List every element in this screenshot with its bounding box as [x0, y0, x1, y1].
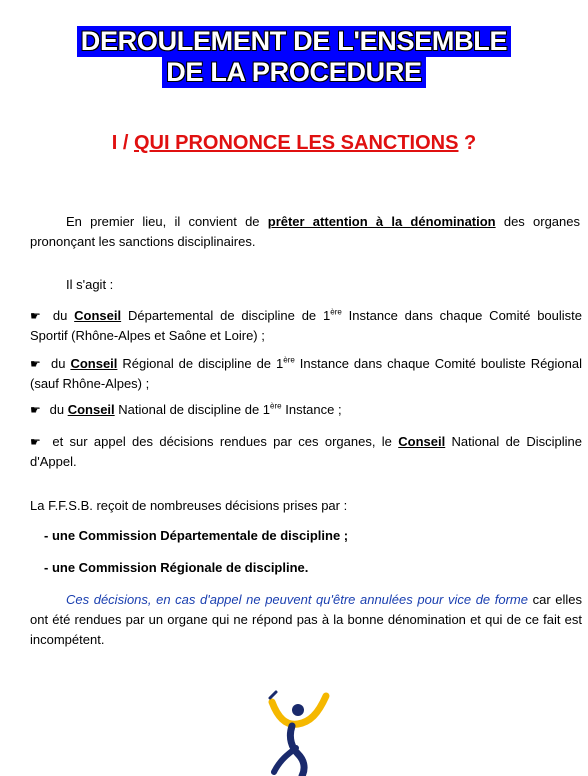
- final-italic: Ces décisions, en cas d'appel ne peuvent qu'être annulées pour vice de forme: [66, 592, 528, 607]
- item-mid: Départemental de discipline de 1: [121, 308, 331, 323]
- ffsb-paragraph: La F.F.S.B. reçoit de nombreuses décisions prises par :: [30, 498, 348, 513]
- pointing-hand-icon: ☛: [30, 357, 41, 371]
- final-paragraph: [30, 590, 582, 650]
- item-sup: ère: [330, 307, 342, 317]
- title-line-1: DEROULEMENT DE L'ENSEMBLE: [77, 26, 511, 57]
- section-heading-suffix: ?: [458, 132, 477, 154]
- pointing-hand-icon: ☛: [30, 435, 41, 449]
- pointing-hand-icon: ☛: [30, 403, 41, 417]
- section-heading: [0, 132, 588, 155]
- intro-emphasis: prêter attention à la dénomination: [267, 214, 496, 229]
- list-item: [30, 306, 582, 346]
- item-mid: National de discipline de 1: [114, 402, 271, 417]
- section-heading-text: QUI PRONONCE LES SANCTIONS: [133, 132, 459, 154]
- item-conseil: Conseil: [67, 402, 115, 417]
- item-tail: Instance dans chaque Comité bouliste Régional (sauf Rhône-Alpes) ;: [30, 356, 583, 391]
- commission-regionale: - une Commission Régionale de discipline.: [44, 560, 309, 575]
- final-rest: car elles ont été rendues par un organe qui ne répond pas à la bonne dénomination et qui de ce fait est incompétent.: [30, 592, 582, 647]
- intro-after: des organes prononçant les sanctions disciplinaires.: [30, 214, 580, 249]
- item-tail: Instance dans chaque Comité bouliste Sportif (Rhône-Alpes et Saône et Loire) ;: [30, 308, 583, 343]
- item-mid: Régional de discipline de 1: [117, 356, 284, 371]
- list-item: [30, 400, 582, 420]
- intro-before: En premier lieu, il convient de: [66, 214, 268, 229]
- item-lead: du: [46, 308, 75, 323]
- item-conseil: Conseil: [70, 356, 118, 371]
- document-title: [0, 26, 588, 88]
- intro-paragraph: [30, 212, 580, 252]
- pointing-hand-icon: ☛: [30, 309, 41, 323]
- item-conseil: Conseil: [398, 434, 446, 449]
- item-conseil: Conseil: [74, 308, 122, 323]
- item-tail: National de Discipline d'Appel.: [30, 434, 582, 469]
- list-item: [30, 354, 582, 394]
- section-number: I /: [111, 132, 134, 154]
- item-lead: du: [46, 402, 68, 417]
- item-sup: ère: [270, 401, 282, 411]
- sagit-line: Il s'agit :: [66, 277, 114, 292]
- item-lead: et sur appel des décisions rendues par ces organes, le: [46, 434, 399, 449]
- list-item: [30, 432, 582, 472]
- item-tail: Instance ;: [281, 402, 342, 417]
- ffsb-player-logo: [262, 688, 332, 776]
- title-line-2: DE LA PROCEDURE: [162, 57, 426, 88]
- item-sup: ère: [283, 355, 295, 365]
- commission-departementale: - une Commission Départementale de discipline ;: [44, 528, 349, 543]
- item-lead: du: [46, 356, 71, 371]
